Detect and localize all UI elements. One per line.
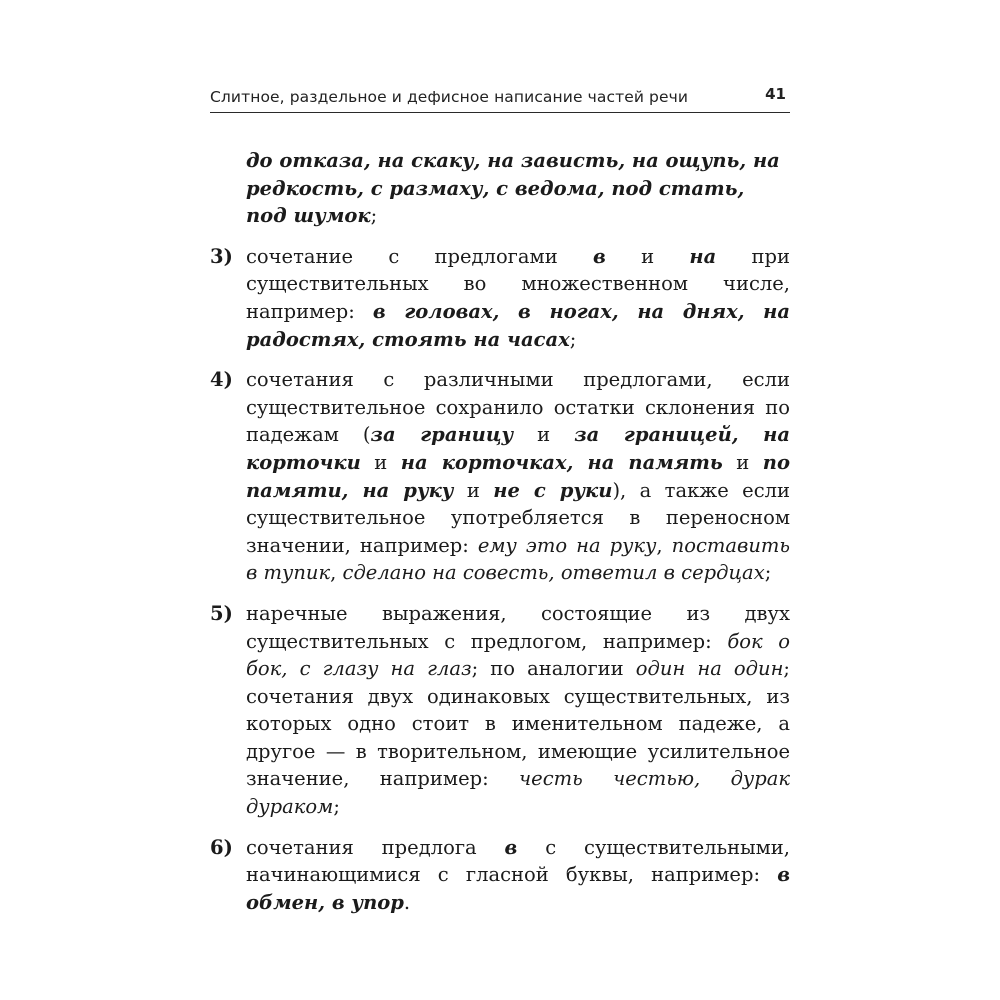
example-text: сделано на совесть, ответил в сердцах — [342, 561, 765, 585]
punctuation: , — [656, 533, 672, 557]
item-text: сочетания с различными предлогами, если существительное сохранило остатки склонения по падежам ( — [246, 368, 790, 447]
list-item-3 — [210, 243, 790, 353]
example-text: ему это на руку — [477, 533, 657, 557]
conjunction: и — [513, 423, 575, 447]
example-text: на корточках, на память — [400, 450, 723, 474]
item-number: 4) — [210, 368, 233, 392]
punctuation: ; — [333, 795, 340, 819]
example-text: в головах, в ногах, на днях, на радостях, стоять на часах — [246, 299, 790, 351]
example-text: не с руки — [493, 478, 613, 502]
item-number: 6) — [210, 835, 233, 859]
item-text: и — [605, 244, 690, 268]
example-text: до отказа, на скаку, на зависть, на ощупь, на редкость, с размаху, с ведома, под стать, под шумок — [246, 149, 780, 228]
item-text: ), а также если существительное употребляется в переносном значении, например: — [246, 478, 790, 557]
item-number: 5) — [210, 601, 233, 625]
example-text: честь честью, дурак дураком — [246, 767, 790, 819]
example-text: поставить в тупик — [246, 533, 790, 585]
item-text: наречные выражения, состоящие из двух существительных с предлогом, например: — [246, 601, 790, 653]
list-item-6 — [210, 834, 790, 917]
item-number: 3) — [210, 244, 233, 268]
item-text: сочетания предлога — [246, 835, 505, 859]
conjunction: и — [453, 478, 494, 502]
example-text: по памяти, на руку — [246, 450, 790, 502]
item-text: ; сочетания двух одинаковых существительных, из которых одно стоит в именительном падеже, а другое — в творительном, имеющие усилительное значение, например: — [246, 657, 790, 791]
preposition: в — [504, 835, 518, 859]
conjunction: и — [360, 450, 401, 474]
example-text: за границей, на корточки — [246, 423, 790, 474]
item-text: при существительных во множественном числе, например: — [246, 244, 790, 323]
preposition: на — [689, 244, 717, 268]
example-text: за границу — [370, 423, 514, 447]
conjunction: и — [722, 450, 763, 474]
punctuation: , — [330, 561, 343, 585]
punctuation: ; — [569, 327, 577, 351]
running-header — [210, 82, 790, 113]
item-text: ; по аналогии — [471, 657, 636, 681]
list-item-5 — [210, 600, 790, 821]
preposition: в — [592, 244, 606, 268]
example-text: в обмен, в упор — [246, 863, 790, 914]
example-text: бок о бок, с глазу на глаз — [246, 629, 790, 681]
item-text: сочетание с предлогами — [246, 244, 593, 268]
punctuation: . — [403, 890, 411, 914]
punctuation: ; — [764, 561, 772, 585]
running-title: Слитное, раздельное и дефисное написание частей речи — [210, 88, 689, 106]
punctuation: ; — [370, 204, 378, 228]
continued-examples — [210, 147, 790, 230]
page-body — [210, 147, 790, 916]
list-item-4 — [210, 366, 790, 587]
example-text: один на один — [635, 657, 784, 681]
page-number: 41 — [765, 85, 786, 103]
item-text: с существительными, начинающимися с гласной буквы, например: — [246, 835, 790, 887]
